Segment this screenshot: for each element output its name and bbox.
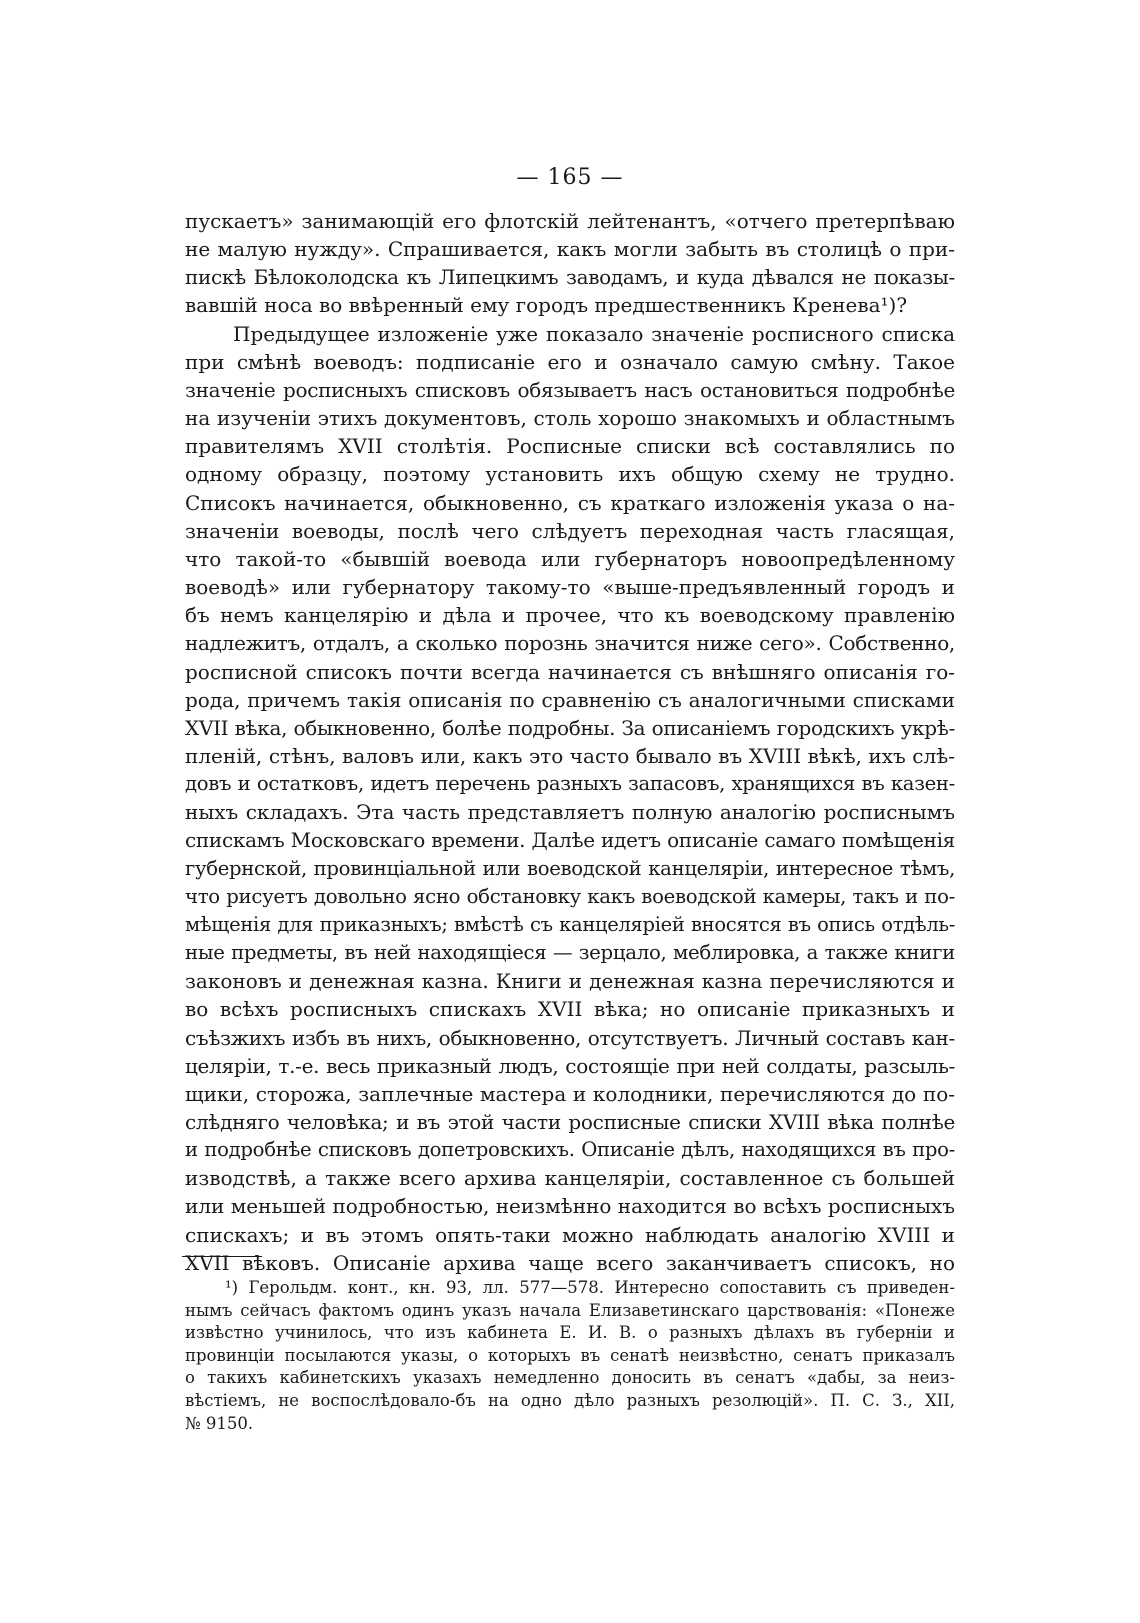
text-line: во всѣхъ росписныхъ спискахъ XVII вѣка; но описаніе приказныхъ и (185, 997, 955, 1022)
text-line: ныхъ складахъ. Эта часть представляетъ полную аналогію росписнымъ (185, 800, 955, 825)
text-line: мѣщенія для приказныхъ; вмѣстѣ съ канцеляріей вносятся въ опись отдѣль- (185, 912, 955, 936)
footnote-line: провинціи посылаются указы, о которыхъ въ сенатѣ неизвѣстно, сенатъ приказалъ (185, 1345, 955, 1365)
text-line: и подробнѣе списковъ допетровскихъ. Описаніе дѣлъ, находящихся въ про- (185, 1138, 955, 1162)
text-line: пискѣ Бѣлоколодска къ Липецкимъ заводамъ, и куда дѣвался не показы- (185, 265, 955, 290)
text-line: на изученіи этихъ документовъ, столь хорошо знакомыхъ и областнымъ (185, 406, 955, 431)
text-line: губернской, провинціальной или воеводской канцеляріи, интересное тѣмъ, (185, 856, 955, 880)
text-line: надлежитъ, отдалъ, а сколько порознь значится ниже сего». Собственно, (185, 631, 955, 656)
paragraph-start-line: Предыдущее изложеніе уже показало значеніе росписного списка (233, 321, 955, 346)
text-line: пускаетъ» занимающій его флотскій лейтенантъ, «отчего претерпѣваю (185, 209, 955, 233)
text-line: ные предметы, въ ней находящіеся — зерцало, меблировка, а также книги (185, 941, 955, 965)
footnote-line: о такихъ кабинетскихъ указахъ немедленно доносить въ сенатъ «дабы, за неиз- (185, 1368, 955, 1388)
text-line: законовъ и денежная казна. Книги и денежная казна перечисляются и (185, 969, 955, 994)
text-line: бъ немъ канцелярію и дѣла и прочее, что къ воеводскому правленію (185, 603, 955, 628)
footnote-line: № 9150. (185, 1413, 254, 1433)
text-line: значеніи воеводы, послѣ чего слѣдуетъ переходная часть гласящая, (185, 518, 955, 543)
main-text (185, 207, 955, 1277)
footnotes (185, 1277, 955, 1435)
text-line: вавшій носа во ввѣренный ему городъ предшественникъ Кренева¹)? (185, 293, 908, 318)
text-line: изводствѣ, а также всего архива канцеляріи, составленное съ большей (185, 1166, 955, 1191)
text-line: воеводѣ» или губернатору такому-то «выше-предъявленный городъ и (185, 575, 955, 600)
footnote-divider (182, 1256, 262, 1257)
footnote-line: вѣстіемъ, не воспослѣдовало-бъ на одно дѣло разныхъ резолюцій». П. С. З., XII, (185, 1390, 955, 1410)
text-line: одному образцу, поэтому установить ихъ общую схему не трудно. (185, 462, 955, 487)
text-line: росписной списокъ почти всегда начинается съ внѣшняго описанія го- (185, 659, 955, 684)
text-line: значеніе росписныхъ списковъ обязываетъ насъ остановиться подробнѣе (185, 377, 955, 402)
text-line: правителямъ XVII столѣтія. Росписные списки всѣ составлялись по (185, 434, 955, 459)
text-line: спискамъ Московскаго времени. Далѣе идетъ описаніе самаго помѣщенія (185, 828, 955, 853)
footnote-line: нымъ сейчасъ фактомъ одинъ указъ начала Елизаветинскаго царствованія: «Понеже (185, 1300, 955, 1320)
text-line: спискахъ; и въ этомъ опять-таки можно наблюдать аналогію XVIII и (185, 1222, 955, 1247)
text-line: Списокъ начинается, обыкновенно, съ краткаго изложенія указа о на- (185, 490, 955, 515)
text-line: при смѣнѣ воеводъ: подписаніе его и означало самую смѣну. Такое (185, 349, 955, 374)
text-line: не малую нужду». Спрашивается, какъ могли забыть въ столицѣ о при- (185, 237, 955, 262)
footnote-line: извѣстно учинилось, что изъ кабинета Е. И. В. о разныхъ дѣлахъ въ губерніи и (185, 1323, 955, 1343)
text-line: щики, сторожа, заплечные мастера и колодники, перечисляются до по- (185, 1081, 955, 1106)
text-line: съѣзжихъ избъ въ нихъ, обыкновенно, отсутствуетъ. Личный составъ кан- (185, 1025, 955, 1050)
text-line: пленій, стѣнъ, валовъ или, какъ это часто бывало въ XVIII вѣкѣ, ихъ слѣ- (185, 743, 955, 768)
page-number: — 165 — (516, 165, 624, 190)
text-line: целяріи, т.-е. весь приказный людъ, состоящіе при ней солдаты, разсыль- (185, 1053, 955, 1078)
text-line: рода, причемъ такія описанія по сравненію съ аналогичными списками (185, 687, 955, 712)
footnote-line: ¹) Герольдм. конт., кн. 93, лл. 577—578. Интересно сопоставить съ приведен- (225, 1278, 955, 1297)
text-line: или меньшей подробностью, неизмѣнно находится во всѣхъ росписныхъ (185, 1194, 955, 1219)
text-line: XVII вѣковъ. Описаніе архива чаще всего заканчиваетъ списокъ, но (185, 1250, 955, 1275)
text-line: слѣдняго человѣка; и въ этой части росписные списки XVIII вѣка полнѣе (185, 1110, 955, 1134)
text-line: довъ и остатковъ, идетъ перечень разныхъ запасовъ, хранящихся въ казен- (185, 772, 955, 796)
text-line: что такой-то «бывшій воевода или губернаторъ новоопредѣленному (185, 546, 955, 571)
text-line: XVII вѣка, обыкновенно, болѣе подробны. За описаніемъ городскихъ укрѣ- (185, 715, 955, 740)
text-line: что рисуетъ довольно ясно обстановку какъ воеводской камеры, такъ и по- (185, 884, 955, 908)
